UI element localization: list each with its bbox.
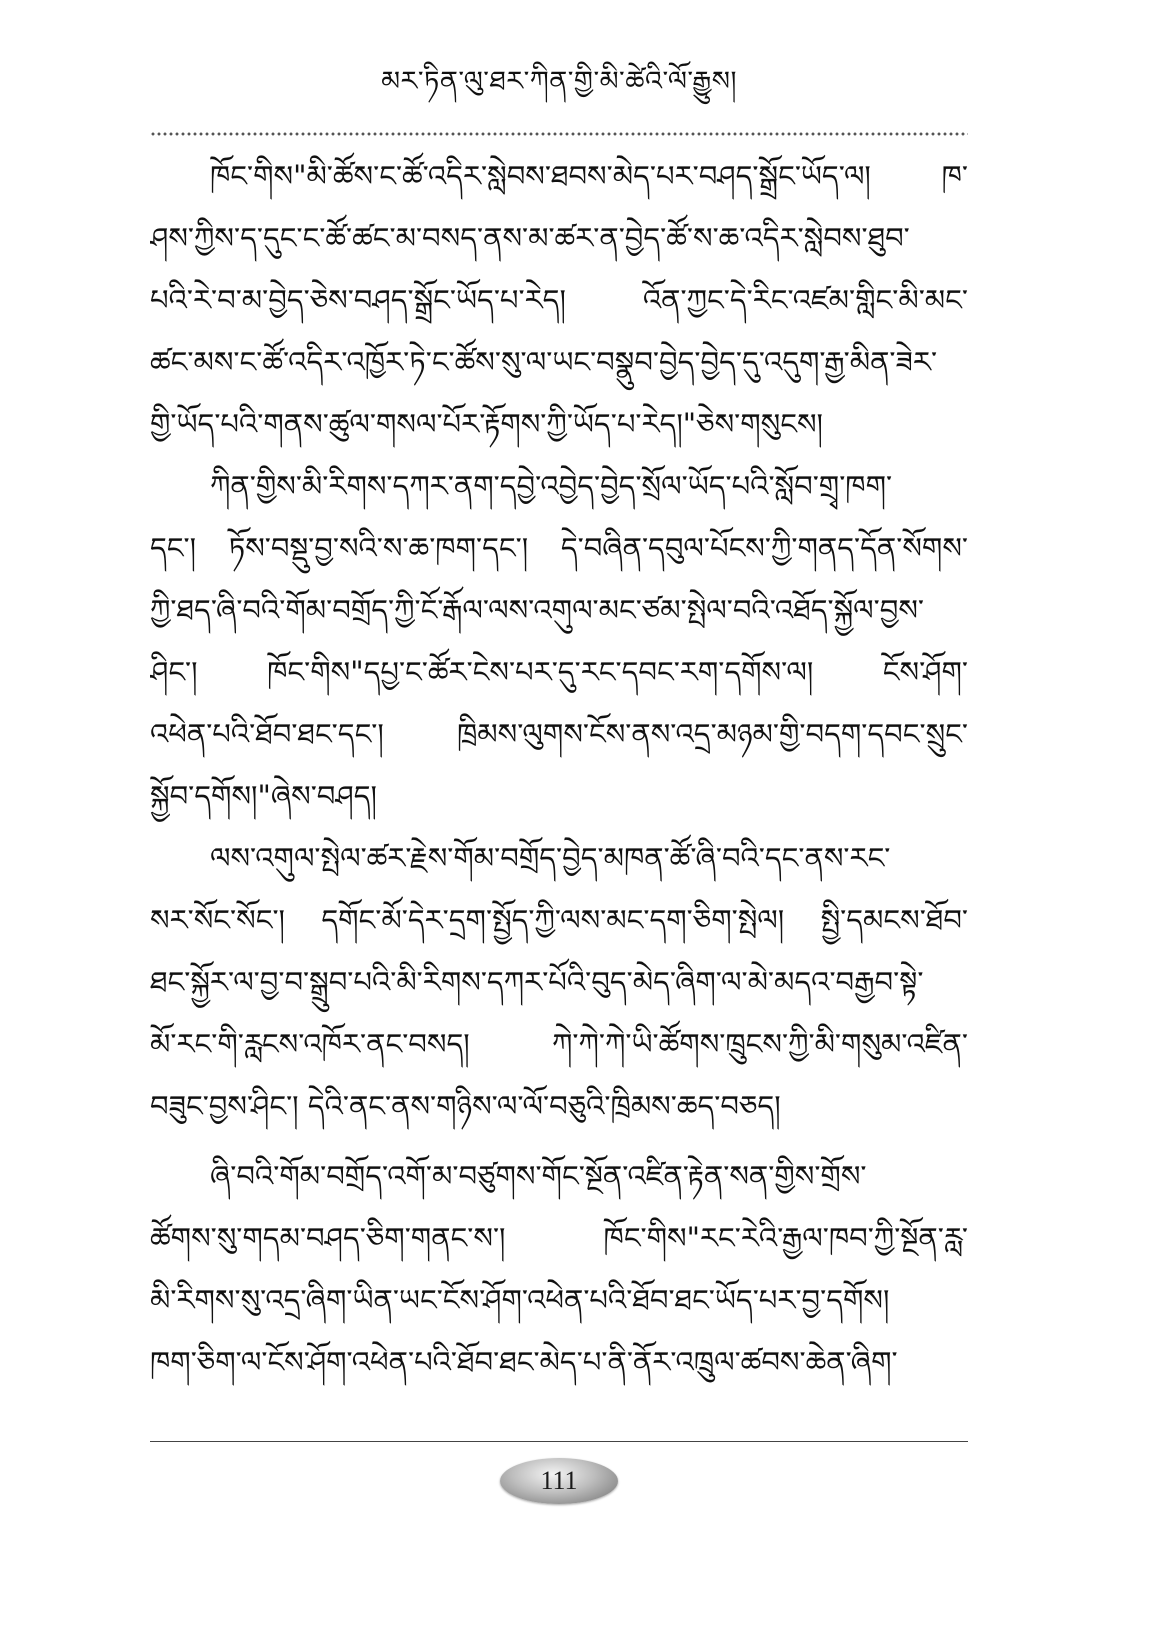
text-line: ཚང་མས་ང་ཚོ་འདིར་འཁྱོར་ཏེ་ང་ཚོས་སུ་ལ་ཡང་བསྣུབ་བྱེད་བྱེད་དུ་འདུག་རྒྱ་མིན་ཟེར་ (150, 345, 938, 379)
text-line: ཁོང་གིས"མི་ཚོས་ང་ཚོ་འདིར་སླེབས་ཐབས་མེད་པར་བཤད་སྒྲོང་ཡོད་ལ། ཁ་ (210, 159, 968, 193)
text-line: ལས་འགུལ་སྤེལ་ཚར་རྗེས་གོམ་བགྲོད་བྱེད་མཁན་ཚོ་ཞི་བའི་དང་ནས་རང་ (210, 841, 891, 875)
text-line: སྐྱོབ་དགོས།"ཞེས་བཤད། (150, 779, 377, 813)
footer-rule (150, 1441, 968, 1442)
text-line: ཁག་ཅིག་ལ་ངོས་ཤོག་འཕེན་པའི་ཐོབ་ཐང་མེད་པ་ནི་ནོར་འཁྲུལ་ཚབས་ཆེན་ཞིག་ (150, 1345, 898, 1379)
text-line: ཤིང་། ཁོང་གིས"དཔྱ་ང་ཚོར་ངེས་པར་དུ་རང་དབང་རག་དགོས་ལ། ངོས་ཤོག་ (150, 655, 968, 689)
text-line: སར་སོང་སོང་། དགོང་མོ་དེར་དྲག་སྤྱོད་ཀྱི་ལས་མང་དག་ཅིག་སྤེལ། སྤྱི་དམངས་ཐོབ་ (150, 903, 968, 937)
text-line: དང་། ཏོས་བསྡུ་བྱ་སའི་ས་ཆ་ཁག་དང་། དེ་བཞིན་དབུལ་པོངས་ཀྱི་གནད་དོན་སོགས་ (150, 531, 968, 565)
page-number: 111 (540, 1466, 578, 1495)
text-line: ཀིན་གྱིས་མི་རིགས་དཀར་ནག་དབྱེ་འབྱེད་བྱེད་སྲོལ་ཡོད་པའི་སློབ་གྲྭ་ཁག་ (210, 469, 893, 503)
header-dotted-rule (150, 131, 968, 137)
text-line: མི་རིགས་སུ་འདྲ་ཞིག་ཡིན་ཡང་ངོས་ཤོག་འཕེན་པའི་ཐོབ་ཐང་ཡོད་པར་བྱ་དགོས། (150, 1283, 890, 1317)
text-line: ཀྱི་ཐད་ཞི་བའི་གོམ་བགྲོད་ཀྱི་ངོ་རྒོལ་ལས་འགུལ་མང་ཙམ་སྤེལ་བའི་འཐོད་སྐྱོལ་བྱས་ (150, 593, 924, 627)
text-line: འཕེན་པའི་ཐོབ་ཐང་དང་། ཁྲིམས་ལུགས་ངོས་ནས་འདྲ་མཉམ་གྱི་བདག་དབང་སྲུང་ (150, 717, 968, 751)
text-line: གྱི་ཡོད་པའི་གནས་ཚུལ་གསལ་པོར་རྟོགས་ཀྱི་ཡོད་པ་རེད།"ཅེས་གསུངས། (150, 407, 823, 441)
text-line: ཞི་བའི་གོམ་བགྲོད་འགོ་མ་བཙུགས་གོང་སྔོན་འཛིན་རྟེན་སན་གྱིས་གྲོས་ (210, 1159, 867, 1193)
text-line: མོ་རང་གི་རླངས་འཁོར་ནང་བསད། ཀེ་ཀེ་ཀེ་ཡི་ཚོགས་ཁྲུངས་ཀྱི་མི་གསུམ་འཛིན་ (150, 1027, 968, 1061)
text-line: ཚོགས་སུ་གདམ་བཤད་ཅིག་གནང་ས་། ཁོང་གིས"རང་རེའི་རྒྱལ་ཁབ་ཀྱི་སྔོན་རླ་ (150, 1221, 968, 1255)
text-line: ཤས་ཀྱིས་ད་དུང་ང་ཚོ་ཚང་མ་བསད་ནས་མ་ཚར་ན་བྱེད་ཚོ་ས་ཆ་འདིར་སླེབས་ཐུབ་ (150, 221, 910, 255)
text-line: བཟུང་བྱས་ཤིང་། དེའི་ནང་ནས་གཉིས་ལ་ལོ་བཅུའི་ཁྲིམས་ཆད་བཅད། (150, 1089, 781, 1123)
body-text (150, 145, 968, 1425)
text-line: པའི་རེ་བ་མ་བྱེད་ཅེས་བཤད་སྒྲོང་ཡོད་པ་རེད། འོན་ཀྱང་དེ་རིང་འཛམ་གླིང་མི་མང་ (150, 283, 968, 317)
running-header: མར་ཏིན་ལུ་ཐར་ཀིན་གྱི་མི་ཚེའི་ལོ་རྒྱུས། (381, 66, 737, 97)
text-line: ཐང་སྐྱོར་ལ་བྱ་བ་སྒྲུབ་པའི་མི་རིགས་དཀར་པོའི་བུད་མེད་ཞིག་ལ་མེ་མདའ་བརྒྱབ་སྟེ་ (150, 965, 924, 999)
